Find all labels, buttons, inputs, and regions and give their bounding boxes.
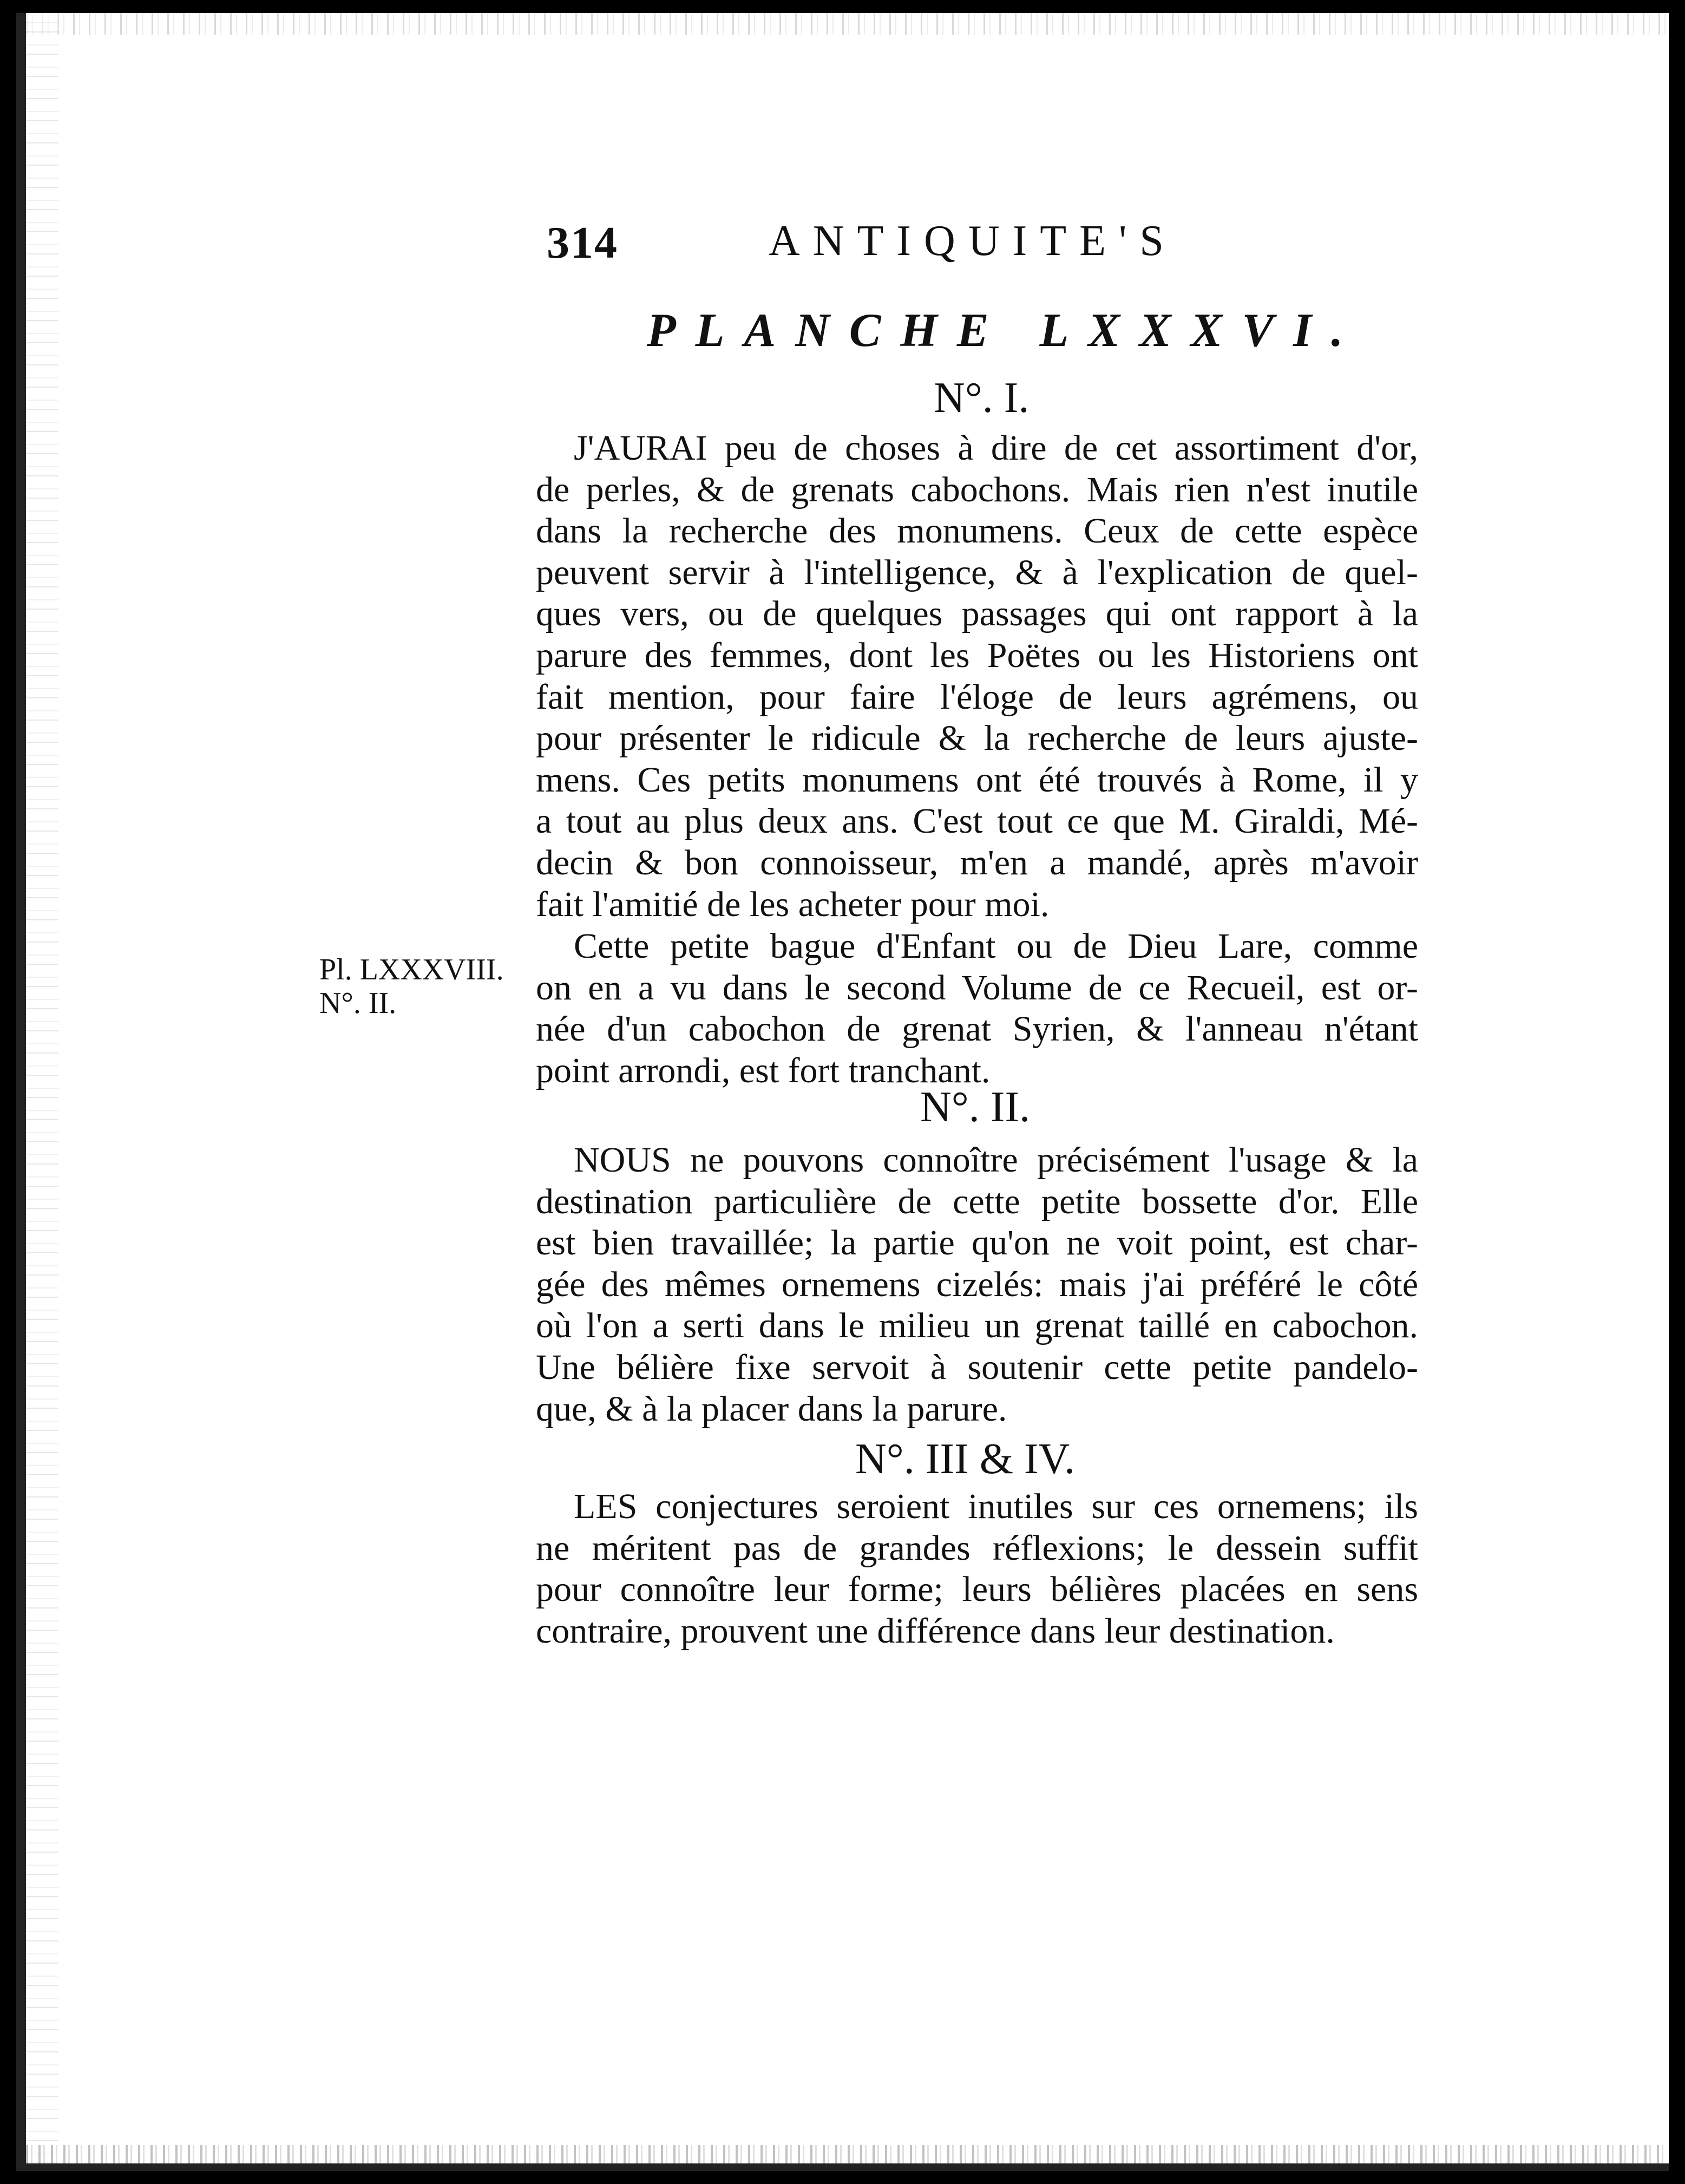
scan-edge-left bbox=[26, 13, 58, 2163]
running-title: ANTIQUITE'S bbox=[769, 217, 1177, 265]
scan-edge-bottom bbox=[26, 2145, 1669, 2163]
text-line: Une bélière fixe servoit à soutenir cette petite pandelo- bbox=[536, 1347, 1418, 1387]
text-line: destination particulière de cette petite bossette d'or. Elle bbox=[536, 1181, 1418, 1221]
paragraph-2 bbox=[536, 926, 1418, 1091]
text-line: peuvent servir à l'intelligence, & à l'explication de quel- bbox=[536, 552, 1418, 592]
paragraph-3 bbox=[536, 1140, 1418, 1430]
text-line: LES conjectures seroient inutiles sur ces ornemens; ils bbox=[574, 1487, 1418, 1526]
text-line: où l'on a serti dans le milieu un grenat taillé en cabochon. bbox=[536, 1306, 1418, 1346]
text-line: pour présenter le ridicule & la recherche de leurs ajuste- bbox=[536, 718, 1418, 758]
section-heading-1: N°. I. bbox=[934, 374, 1030, 422]
text-line: ne méritent pas de grandes réflexions; le dessein suffit bbox=[536, 1528, 1418, 1568]
text-line: gée des mêmes ornemens cizelés: mais j'ai préféré le côté bbox=[536, 1264, 1418, 1304]
text-line: fait l'amitié de les acheter pour moi. bbox=[536, 884, 1050, 924]
text-line: Cette petite bague d'Enfant ou de Dieu Lare, comme bbox=[574, 926, 1418, 966]
scan-edge-top bbox=[26, 13, 1669, 35]
text-line: decin & bon connoisseur, m'en a mandé, après m'avoir bbox=[536, 842, 1418, 882]
text-line: fait mention, pour faire l'éloge de leurs agrémens, ou bbox=[536, 677, 1418, 717]
text-line: NOUS ne pouvons connoître précisément l'usage & la bbox=[574, 1140, 1418, 1180]
running-head bbox=[547, 217, 1250, 276]
section-heading-3: N°. III & IV. bbox=[855, 1435, 1076, 1483]
text-line: point arrondi, est fort tranchant. bbox=[536, 1050, 991, 1090]
text-line: contraire, prouvent une différence dans leur destination. bbox=[536, 1611, 1335, 1651]
text-line: de perles, & de grenats cabochons. Mais rien n'est inutile bbox=[536, 469, 1418, 509]
margin-note-number: N°. II. bbox=[319, 986, 397, 1020]
margin-note-plate: Pl. LXXXVIII. bbox=[319, 953, 504, 986]
text-line: on en a vu dans le second Volume de ce Recueil, est or- bbox=[536, 967, 1418, 1008]
text-line: mens. Ces petits monumens ont été trouvés à Rome, il y bbox=[536, 760, 1418, 800]
text-line: ques vers, ou de quelques passages qui ont rapport à la bbox=[536, 594, 1418, 634]
text-line: que, & à la placer dans la parure. bbox=[536, 1389, 1007, 1429]
section-heading-2: N°. II. bbox=[920, 1083, 1031, 1131]
margin-note bbox=[319, 953, 504, 1020]
text-line: J'AURAI peu de choses à dire de cet assortiment d'or, bbox=[574, 428, 1418, 468]
text-line: a tout au plus deux ans. C'est tout ce que M. Giraldi, Mé- bbox=[536, 801, 1418, 841]
plate-title: PLANCHE LXXXVI. bbox=[647, 304, 1363, 357]
page-number: 314 bbox=[547, 218, 618, 268]
text-line: parure des femmes, dont les Poëtes ou les Historiens ont bbox=[536, 635, 1418, 675]
text-line: est bien travaillée; la partie qu'on ne voit point, est char- bbox=[536, 1223, 1418, 1263]
text-line: née d'un cabochon de grenat Syrien, & l'anneau n'étant bbox=[536, 1009, 1418, 1049]
paragraph-4 bbox=[536, 1486, 1418, 1652]
paragraph-1 bbox=[536, 428, 1418, 925]
text-line: dans la recherche des monumens. Ceux de cette espèce bbox=[536, 511, 1418, 551]
text-line: pour connoître leur forme; leurs bélières placées en sens bbox=[536, 1570, 1418, 1610]
